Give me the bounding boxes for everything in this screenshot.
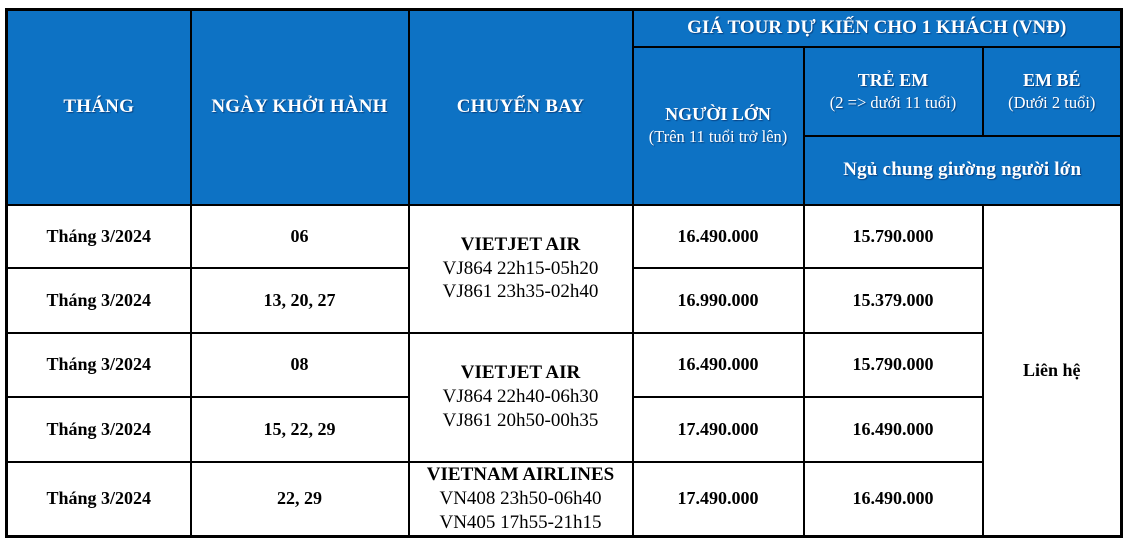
tour-price-table — [5, 8, 1123, 538]
table-row — [7, 205, 1122, 268]
col-header-month-label: THÁNG — [63, 96, 135, 118]
col-header-departure-label: NGÀY KHỞI HÀNH — [211, 96, 388, 118]
flight-leg-return: VN405 17h55-21h15 — [439, 511, 602, 533]
col-header-flight-label: CHUYẾN BAY — [456, 96, 585, 118]
child-title: TRẺ EM — [857, 69, 929, 90]
header-row-1 — [7, 10, 1122, 47]
month-cell: Tháng 3/2024 — [7, 268, 191, 333]
infant-contact-cell: Liên hệ — [983, 205, 1122, 537]
table-row — [7, 462, 1122, 537]
flight-leg-outbound: VJ864 22h40-06h30 — [442, 386, 599, 408]
flight-leg-outbound: VN408 23h50-06h40 — [439, 487, 602, 509]
col-header-adult — [633, 47, 804, 205]
child-price-cell: 15.379.000 — [804, 268, 983, 333]
col-header-departure — [191, 10, 409, 205]
infant-subtitle: (Dưới 2 tuổi) — [1008, 92, 1096, 112]
month-cell: Tháng 3/2024 — [7, 205, 191, 268]
month-cell: Tháng 3/2024 — [7, 397, 191, 462]
col-header-month — [7, 10, 191, 205]
dates-cell: 13, 20, 27 — [191, 268, 409, 333]
price-group-label: GIÁ TOUR DỰ KIẾN CHO 1 KHÁCH (VNĐ) — [687, 17, 1067, 39]
child-price-cell: 16.490.000 — [804, 397, 983, 462]
child-subtitle: (2 => dưới 11 tuổi) — [829, 92, 957, 112]
month-cell: Tháng 3/2024 — [7, 462, 191, 537]
dates-cell: 22, 29 — [191, 462, 409, 537]
shared-bed-header — [804, 136, 1122, 205]
adult-price-cell: 16.990.000 — [633, 268, 804, 333]
col-header-child — [804, 47, 983, 136]
dates-cell: 06 — [191, 205, 409, 268]
col-header-price-group — [633, 10, 1122, 47]
adult-title: NGƯỜI LỚN — [665, 104, 771, 125]
flight-leg-outbound: VJ864 22h15-05h20 — [442, 257, 599, 279]
infant-title: EM BÉ — [1022, 69, 1081, 90]
dates-cell: 08 — [191, 333, 409, 397]
flight-leg-return: VJ861 20h50-00h35 — [442, 409, 599, 431]
adult-price-cell: 17.490.000 — [633, 397, 804, 462]
airline-name: VIETJET AIR — [460, 233, 581, 255]
table-row — [7, 333, 1122, 397]
child-price-cell: 15.790.000 — [804, 333, 983, 397]
airline-name: VIETNAM AIRLINES — [426, 464, 615, 486]
adult-price-cell: 17.490.000 — [633, 462, 804, 537]
flight-cell — [409, 205, 633, 333]
col-header-infant — [983, 47, 1122, 136]
flight-cell — [409, 333, 633, 462]
shared-bed-label: Ngủ chung giường người lớn — [843, 159, 1082, 180]
dates-cell: 15, 22, 29 — [191, 397, 409, 462]
child-price-cell: 16.490.000 — [804, 462, 983, 537]
child-price-cell: 15.790.000 — [804, 205, 983, 268]
adult-subtitle: (Trên 11 tuổi trở lên) — [648, 127, 788, 147]
month-cell: Tháng 3/2024 — [7, 333, 191, 397]
adult-price-cell: 16.490.000 — [633, 333, 804, 397]
flight-leg-return: VJ861 23h35-02h40 — [442, 281, 599, 303]
airline-name: VIETJET AIR — [460, 362, 581, 384]
adult-price-cell: 16.490.000 — [633, 205, 804, 268]
flight-cell — [409, 462, 633, 537]
col-header-flight — [409, 10, 633, 205]
